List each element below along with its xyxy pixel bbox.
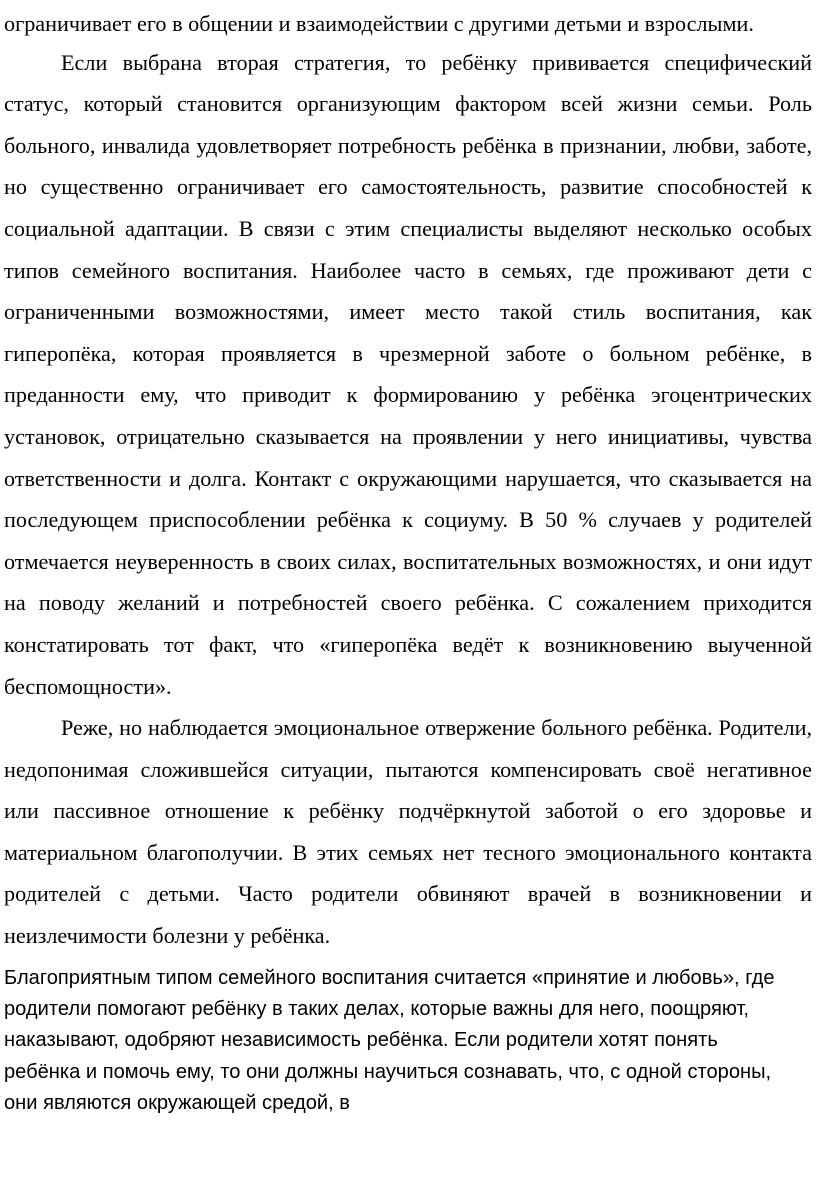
paragraph-emotional-rejection: Реже, но наблюдается эмоциональное отвержение больного ребёнка. Родители, недопонимая сложившейся ситуации, пытаются компенсировать своё негативное или пассивное отношение к ребёнку подчёркнутой заботой о его здоровье и материальном благополучии. В этих семьях нет тесного эмоционального контакта родителей с детьми. Часто родители обвиняют врачей в возникновении и неизлечимости болезни у ребёнка. — [4, 715, 812, 949]
paragraph-acceptance-love: Благоприятным типом семейного воспитания считается «принятие и любовь», где родители помогают ребёнку в таких делах, которые важны для него, поощряют, наказывают, одобряют независимость ребёнка. Если родители хотят понять ребёнка и помочь ему, то они должны научиться сознавать, что, с одной стороны, они являются окружающей средой, в — [4, 966, 775, 1115]
paragraph-continuation: ограничивает его в общении и взаимодействии с другими детьми и взрослыми. — [4, 11, 754, 36]
main-text-block — [4, 0, 812, 957]
paragraph-second-strategy: Если выбрана вторая стратегия, то ребёнку прививается специфический статус, который становится организующим фактором всей жизни семьи. Роль больного, инвалида удовлетворяет потребность ребёнка в признании, любви, заботе, но существенно ограничивает его самостоятельность, развитие способностей к социальной адаптации. В связи с этим специалисты выделяют несколько особых типов семейного воспитания. Наиболее часто в семьях, где проживают дети с ограниченными возможностями, имеет место такой стиль воспитания, как гиперопёка, которая проявляется в чрезмерной заботе о больном ребёнке, в преданности ему, что приводит к формированию у ребёнка эгоцентрических установок, отрицательно сказывается на проявлении у него инициативы, чувства ответственности и долга. Контакт с окружающими нарушается, что сказывается на последующем приспособлении ребёнка к социуму. В 50 % случаев у родителей отмечается неуверенность в своих силах, воспитательных возможностях, и они идут на поводу желаний и потребностей своего ребёнка. С сожалением приходится констатировать тот факт, что «гиперопёка ведёт к возникновению выученной беспомощности». — [4, 49, 812, 699]
sans-text-block — [4, 963, 794, 1120]
